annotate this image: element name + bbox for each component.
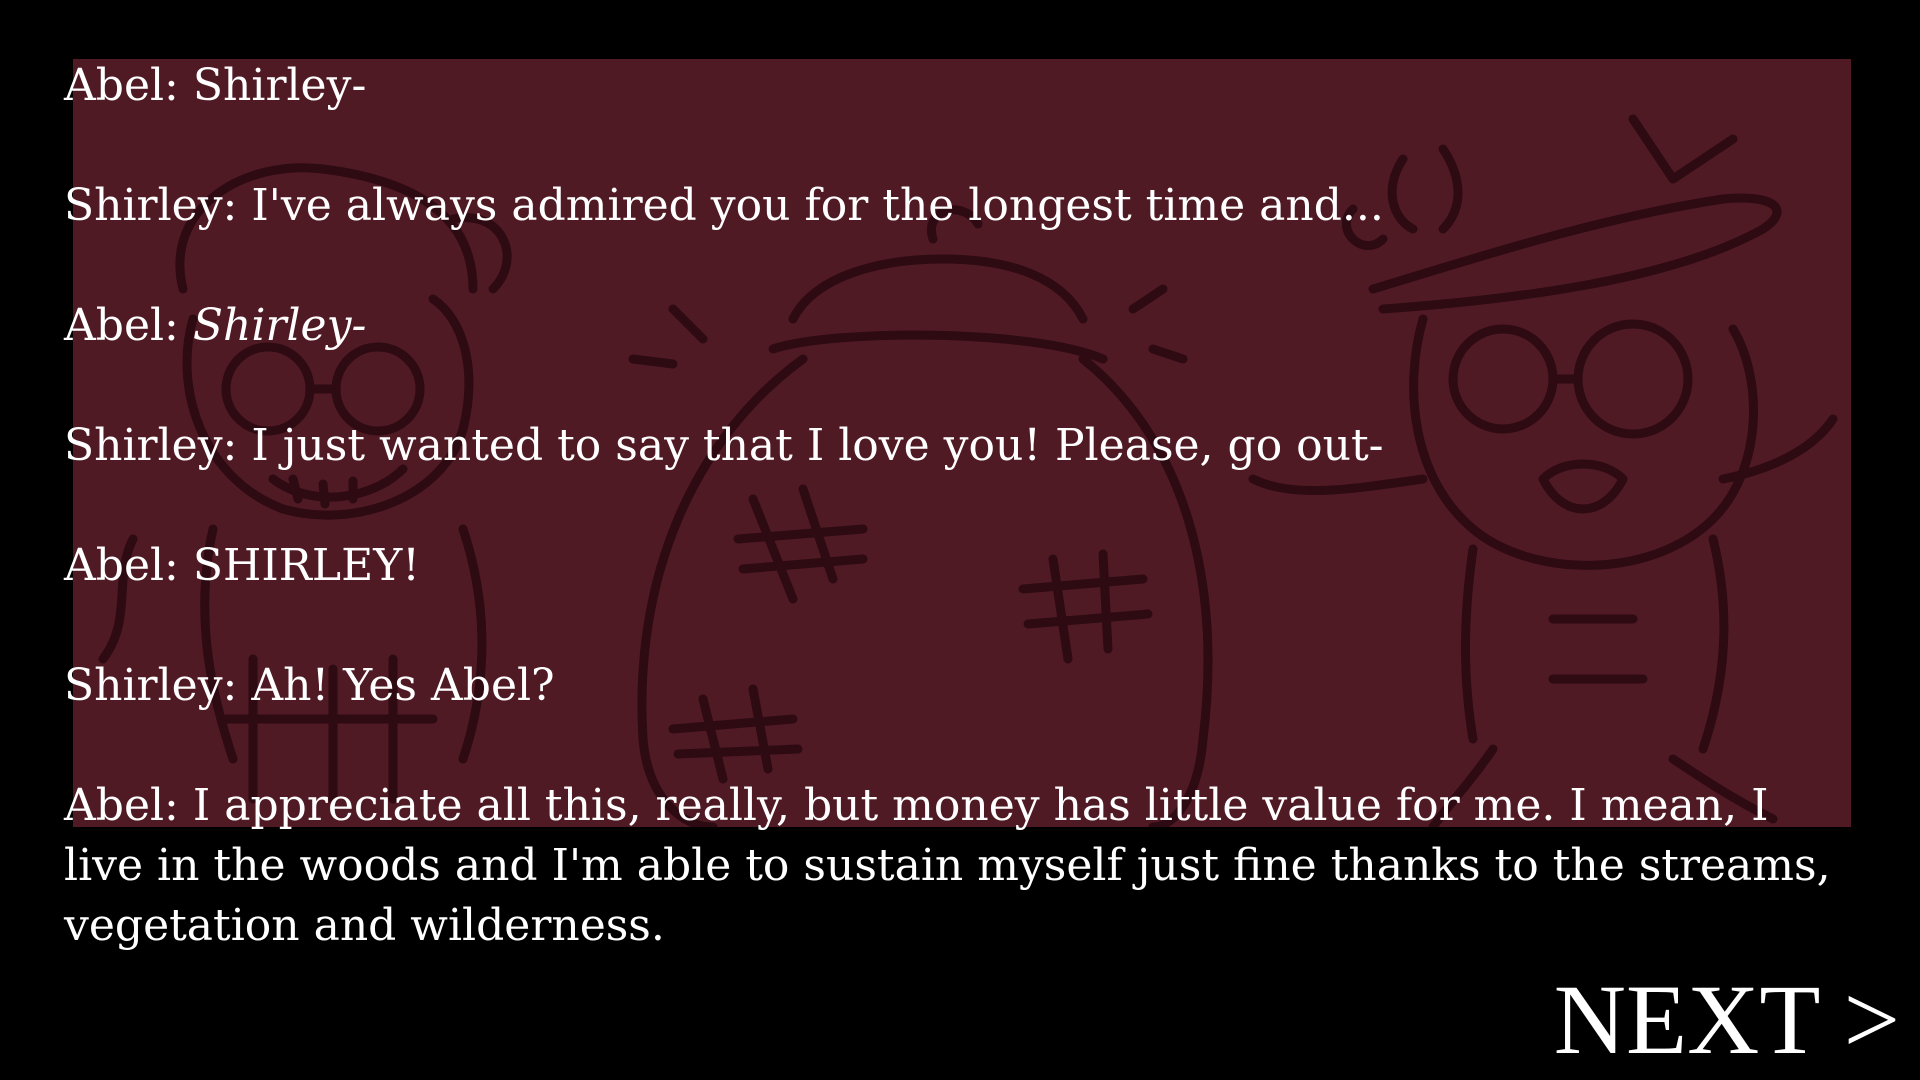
dialogue-line (64, 416, 1864, 476)
dialogue-line (64, 776, 1834, 956)
dialogue-text: Ah! Yes Abel? (251, 660, 555, 711)
next-button[interactable]: NEXT > (1553, 964, 1900, 1075)
dialogue-line (64, 176, 1864, 236)
dialogue-text: I appreciate all this, really, but money has little value for me. I mean, I live in the woods and I'm able to sustain myself just fine thanks to the streams, vegetation and wilderness. (64, 780, 1831, 951)
dialogue-speaker: Shirley: (64, 180, 238, 231)
dialogue-line (64, 656, 1864, 716)
dialogue-speaker: Abel: (64, 300, 179, 351)
dialogue-text: Shirley- (192, 300, 367, 351)
dialogue-line (64, 56, 1864, 116)
dialogue-text: I just wanted to say that I love you! Please, go out- (251, 420, 1384, 471)
dialogue-line (64, 296, 1864, 356)
dialogue-speaker: Shirley: (64, 420, 238, 471)
dialogue-text: Shirley- (192, 60, 367, 111)
dialogue-log (64, 56, 1864, 956)
dialogue-text: SHIRLEY! (192, 540, 420, 591)
dialogue-speaker: Shirley: (64, 660, 238, 711)
dialogue-speaker: Abel: (64, 780, 179, 831)
dialogue-speaker: Abel: (64, 540, 179, 591)
dialogue-speaker: Abel: (64, 60, 179, 111)
dialogue-text: I've always admired you for the longest time and... (251, 180, 1384, 231)
dialogue-line (64, 536, 1864, 596)
